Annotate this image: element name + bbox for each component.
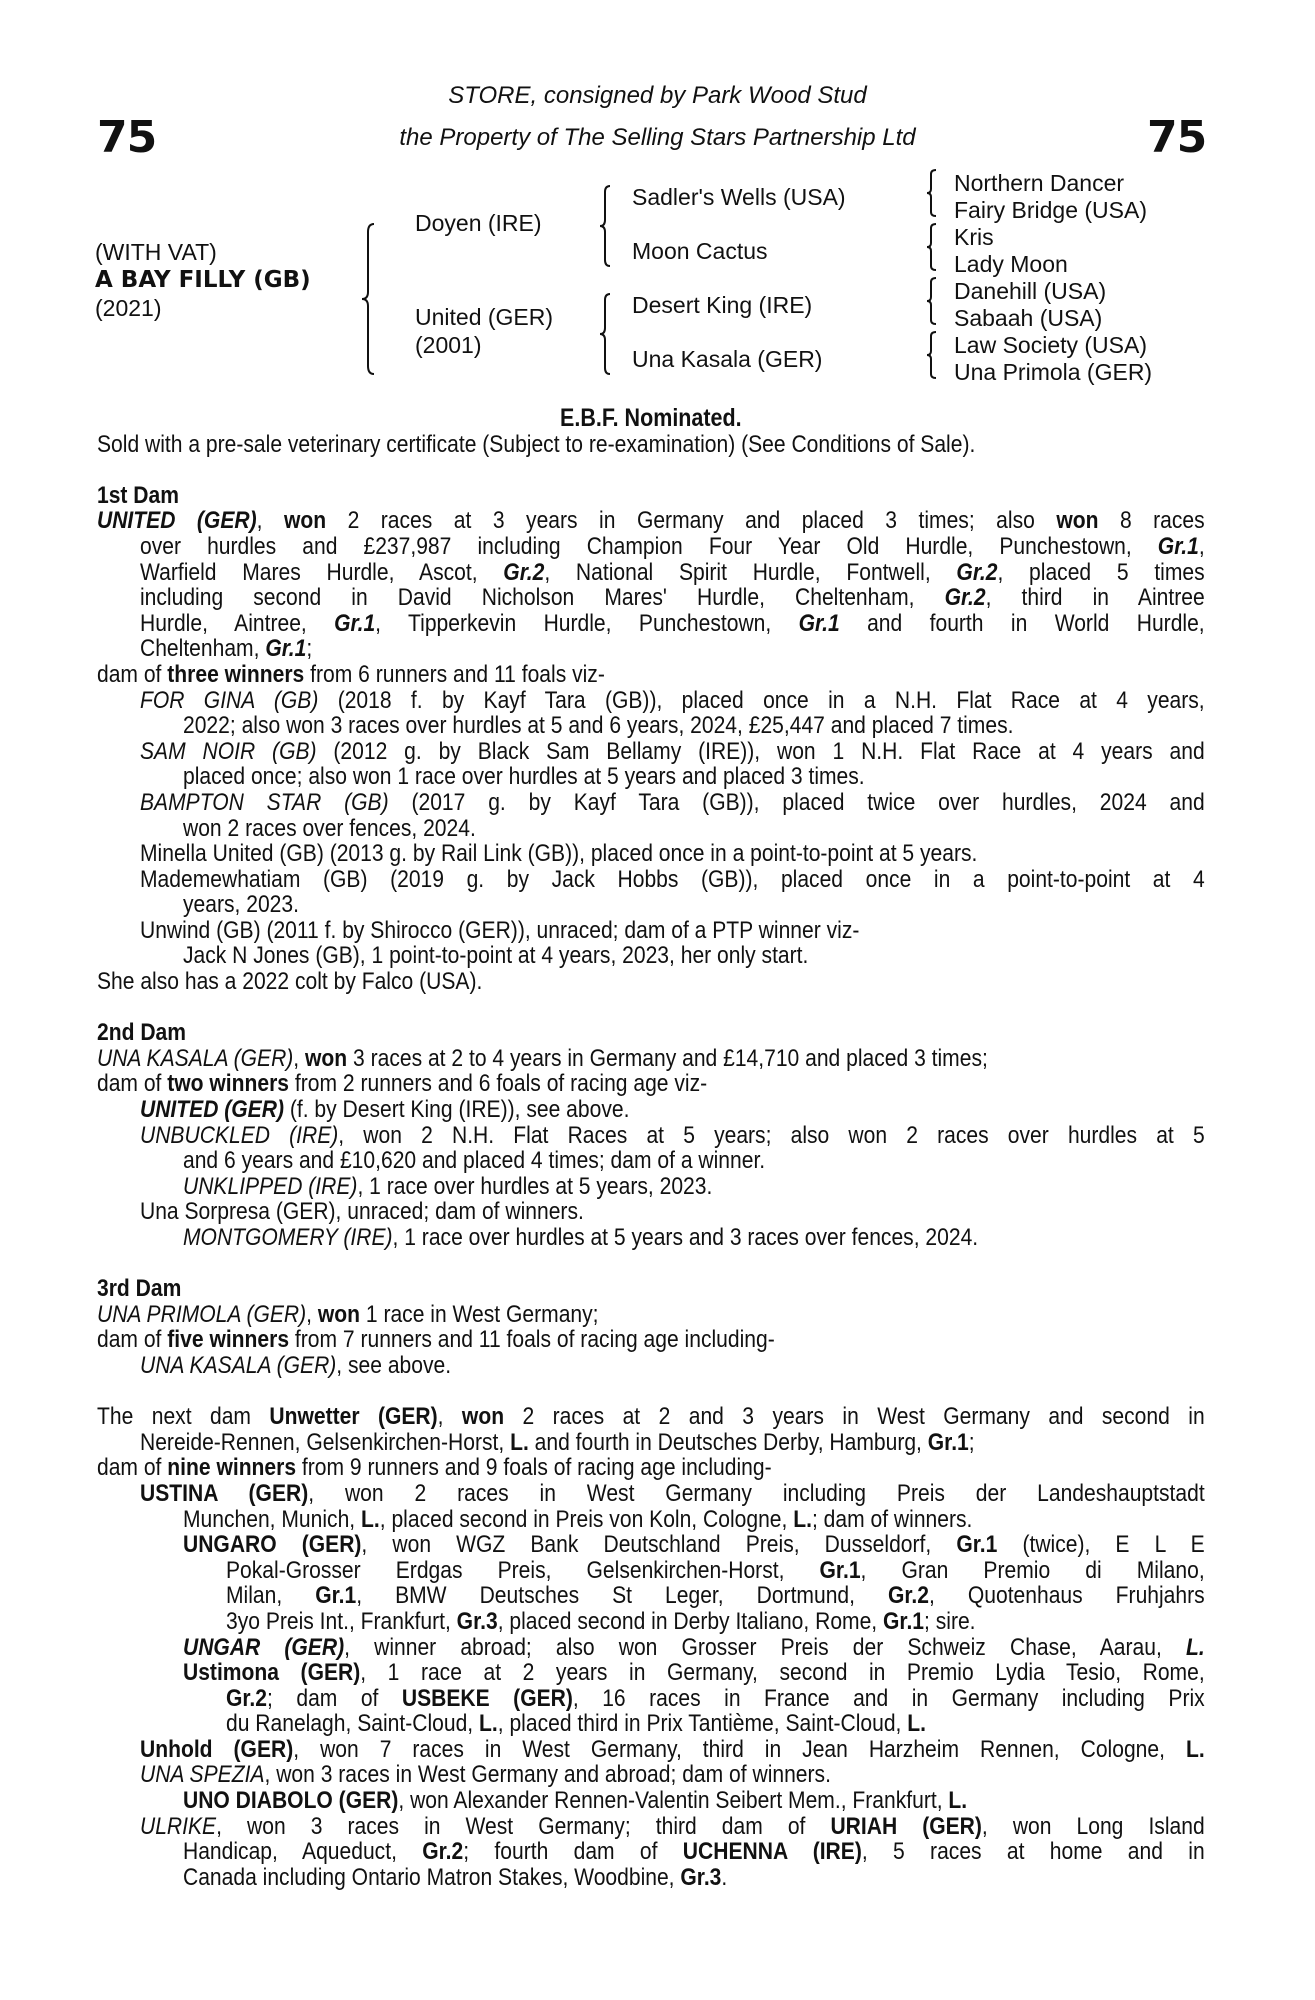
- text: dam of: [97, 1454, 168, 1482]
- pedigree-gen2-4: Una Kasala (GER): [632, 346, 823, 372]
- dam-name: UNA PRIMOLA (GER): [97, 1300, 307, 1328]
- grade: L.: [948, 1787, 968, 1815]
- text: and fourth in World Hurdle,: [839, 609, 1205, 637]
- text: from 6 runners and 11 foals viz-: [304, 660, 605, 688]
- text: 1 race in West Germany;: [360, 1300, 599, 1328]
- dam-name: UNITED (GER): [97, 507, 257, 535]
- produce-line: [97, 1609, 1205, 1635]
- text: dam of: [97, 1326, 168, 1354]
- grade: Gr.2: [503, 558, 545, 586]
- text: ; sire.: [924, 1607, 976, 1635]
- text: , Tipperkevin Hurdle, Punchestown,: [375, 609, 799, 637]
- text: , 16 races in France and in Germany including Prix: [572, 1684, 1205, 1712]
- horse-name: UNO DIABOLO (GER): [183, 1787, 399, 1815]
- pedigree-brace-g3-4: [926, 330, 940, 380]
- property-line: the Property of The Selling Stars Partnership Ltd: [399, 124, 916, 151]
- produce-line: Mademewhatiam (GB) (2019 g. by Jack Hobbs (GB)), placed once in a point-to-point at 4: [140, 865, 1205, 893]
- produce-line: 2022; also won 3 races over hurdles at 5 and 6 years, 2024, £25,447 and placed 7 times.: [183, 712, 1014, 740]
- grade: L.: [510, 1428, 529, 1456]
- grade: L.: [361, 1505, 380, 1533]
- text: ; fourth dam of: [463, 1838, 683, 1866]
- produce-line: [97, 790, 1205, 816]
- text: 3yo Preis Int., Frankfurt,: [226, 1607, 457, 1635]
- dam-name: UNA KASALA (GER): [97, 1044, 294, 1072]
- produce-line: [97, 1635, 1205, 1661]
- text: 2 races at 3 years in Germany and placed 3 times; also: [326, 507, 1057, 535]
- third-dam-line: [97, 1302, 1205, 1328]
- pedigree-brace-main: [360, 222, 380, 376]
- produce-line: [97, 1660, 1205, 1686]
- text: (2017 g. by Kayf Tara (GB)), placed twice over hurdles, 2024 and: [388, 788, 1205, 816]
- produce-line: placed once; also won 1 race over hurdles at 5 years and placed 3 times.: [183, 763, 865, 791]
- pedigree-brace-sire: [598, 184, 616, 268]
- produce-line: [97, 688, 1205, 714]
- text: , won 3 races in West Germany; third dam of: [216, 1812, 831, 1840]
- text: Nereide-Rennen, Gelsenkirchen-Horst,: [140, 1428, 511, 1456]
- text: (twice), E L E: [997, 1531, 1205, 1559]
- produce-line: [97, 1865, 1205, 1891]
- text: from 7 runners and 11 foals of racing age including-: [289, 1326, 775, 1354]
- second-dam-heading: 2nd Dam: [97, 1019, 186, 1047]
- produce-line: Jack N Jones (GB), 1 point-to-point at 4 years, 2023, her only start.: [183, 942, 809, 970]
- produce-line: [97, 1583, 1205, 1609]
- horse-name: BAMPTON STAR (GB): [140, 788, 389, 816]
- produce-line: [97, 1353, 1205, 1379]
- text: , won 7 races in West Germany, third in Jean Harzheim Rennen, Cologne,: [293, 1735, 1186, 1763]
- horse-name: FOR GINA (GB): [140, 686, 319, 714]
- produce-line: and 6 years and £10,620 and placed 4 times; dam of a winner.: [183, 1147, 766, 1175]
- text: ;: [306, 635, 313, 663]
- grade: Gr.2: [226, 1684, 268, 1712]
- text: Milan,: [226, 1582, 316, 1610]
- pedigree-gen3-5: Danehill (USA): [954, 278, 1107, 304]
- catalogue-body: [97, 406, 1205, 1890]
- consignor-line: STORE, consigned by Park Wood Stud: [448, 82, 867, 109]
- text: , winner abroad; also won Grosser Preis der Schweiz Chase, Aarau,: [344, 1633, 1186, 1661]
- text: du Ranelagh, Saint-Cloud,: [226, 1710, 480, 1738]
- text: (f. by Desert King (IRE)), see above.: [283, 1096, 630, 1124]
- horse-name: URIAH (GER): [830, 1812, 982, 1840]
- horse-name: USBEKE (GER): [401, 1684, 573, 1712]
- text: Hurdle, Aintree,: [140, 609, 335, 637]
- third-dam-heading: 3rd Dam: [97, 1275, 182, 1303]
- next-dam-line: [97, 1404, 1205, 1430]
- produce-line: years, 2023.: [183, 891, 299, 919]
- text: won: [283, 507, 327, 535]
- grade: Gr.1: [956, 1531, 998, 1559]
- pedigree-brace-g3-3: [926, 276, 940, 326]
- grade: Gr.1: [334, 609, 376, 637]
- produce-line: [97, 1737, 1205, 1763]
- grade: L.: [907, 1710, 926, 1738]
- pedigree-sire: Doyen (IRE): [415, 210, 542, 236]
- grade: Gr.1: [798, 609, 840, 637]
- text: Warfield Mares Hurdle, Ascot,: [140, 558, 504, 586]
- vat-note: (WITH VAT): [95, 239, 217, 265]
- produce-line: [97, 1123, 1205, 1149]
- horse-name: UNGAR (GER): [183, 1633, 345, 1661]
- grade: Gr.3: [456, 1607, 498, 1635]
- text: ,: [256, 507, 284, 535]
- text: , see above.: [336, 1351, 452, 1379]
- produce-line: She also has a 2022 colt by Falco (USA).: [97, 968, 483, 996]
- text: won: [317, 1300, 361, 1328]
- produce-line: [97, 739, 1205, 765]
- text: 3 races at 2 to 4 years in Germany and £14,710 and placed 3 times;: [347, 1044, 988, 1072]
- text: ;: [968, 1428, 975, 1456]
- text: , National Spirit Hurdle, Fontwell,: [544, 558, 957, 586]
- produce-line: Minella United (GB) (2013 g. by Rail Link (GB)), placed once in a point-to-point at 5 years.: [140, 840, 978, 868]
- text: , BMW Deutsches St Leger, Dortmund,: [356, 1582, 888, 1610]
- horse-name: UNITED (GER): [140, 1096, 284, 1124]
- first-dam-line: [97, 636, 1205, 662]
- pedigree-brace-g3-1: [926, 168, 940, 218]
- text: , placed 5 times: [997, 558, 1205, 586]
- produce-line: [97, 1711, 1205, 1737]
- text: 8 races: [1098, 507, 1205, 535]
- text: , won 2 races in West Germany including Preis der Landeshauptstadt: [308, 1479, 1205, 1507]
- produce-line: [97, 1225, 1205, 1251]
- text: Munchen, Munich,: [183, 1505, 362, 1533]
- text: , placed second in Derby Italiano, Rome,: [497, 1607, 884, 1635]
- text: ,: [437, 1403, 462, 1431]
- text: , won WGZ Bank Deutschland Preis, Dusseldorf,: [361, 1531, 957, 1559]
- text: , 1 race over hurdles at 5 years, 2023.: [357, 1172, 713, 1200]
- text: two winners: [167, 1070, 290, 1098]
- horse-year: (2021): [95, 295, 162, 321]
- text: and fourth in Deutsches Derby, Hamburg,: [528, 1428, 928, 1456]
- horse-identity: [95, 238, 311, 322]
- produce-line: [97, 1839, 1205, 1865]
- text: three winners: [167, 660, 305, 688]
- text: , placed second in Preis von Koln, Cologne,: [379, 1505, 794, 1533]
- text: Pokal-Grosser Erdgas Preis, Gelsenkirchen-Horst,: [226, 1556, 820, 1584]
- produce-line: [97, 1481, 1205, 1507]
- text: won: [461, 1403, 505, 1431]
- text: nine winners: [167, 1454, 297, 1482]
- produce-line: [97, 1174, 1205, 1200]
- text: (2012 g. by Black Sam Bellamy (IRE)), won 1 N.H. Flat Race at 4 years and: [316, 737, 1205, 765]
- text: 2 races at 2 and 3 years in West Germany and second in: [504, 1403, 1205, 1431]
- text: five winners: [167, 1326, 290, 1354]
- first-dam-line: [97, 534, 1205, 560]
- text: from 9 runners and 9 foals of racing age including-: [296, 1454, 772, 1482]
- grade: Gr.3: [680, 1863, 722, 1891]
- produce-line: [97, 1762, 1205, 1788]
- grade: Gr.2: [956, 558, 998, 586]
- text: Handicap, Aqueduct,: [183, 1838, 423, 1866]
- horse-name: UNA SPEZIA: [140, 1761, 265, 1789]
- grade: Gr.1: [265, 635, 307, 663]
- second-dam-line: [97, 1071, 1205, 1097]
- first-dam-line: [97, 560, 1205, 586]
- pedigree-gen2-2: Moon Cactus: [632, 238, 768, 264]
- text: from 2 runners and 6 foals of racing age viz-: [289, 1070, 708, 1098]
- pedigree-gen3-8: Una Primola (GER): [954, 359, 1153, 385]
- first-dam-produce-summary: [97, 662, 1205, 688]
- first-dam-line: [97, 585, 1205, 611]
- text: , third in Aintree: [985, 584, 1205, 612]
- text: dam of: [97, 1070, 168, 1098]
- horse-name: A BAY FILLY (GB): [95, 267, 311, 293]
- pedigree-brace-g3-2: [926, 222, 940, 272]
- vet-certificate-note: Sold with a pre-sale veterinary certificate (Subject to re-examination) (See Conditions of Sale).: [97, 430, 976, 458]
- next-dam-line: [97, 1430, 1205, 1456]
- produce-line: [97, 1097, 1205, 1123]
- text: , won 3 races in West Germany and abroad; dam of winners.: [264, 1761, 831, 1789]
- horse-name: MONTGOMERY (IRE): [183, 1224, 393, 1251]
- text: , 1 race over hurdles at 5 years and 3 races over fences, 2024.: [392, 1224, 979, 1251]
- text: , won Long Island: [981, 1812, 1205, 1840]
- text: , 5 races at home and in: [861, 1838, 1205, 1866]
- produce-line: won 2 races over fences, 2024.: [183, 814, 476, 842]
- pedigree-gen3-6: Sabaah (USA): [954, 305, 1103, 331]
- grade: L.: [479, 1710, 498, 1738]
- pedigree-dam: United (GER): [415, 304, 554, 330]
- text: over hurdles and £237,987 including Champion Four Year Old Hurdle, Punchestown,: [140, 532, 1158, 560]
- produce-line: Una Sorpresa (GER), unraced; dam of winners.: [140, 1198, 584, 1226]
- horse-name: SAM NOIR (GB): [140, 737, 317, 765]
- text: ; dam of: [267, 1684, 402, 1712]
- horse-name: UCHENNA (IRE): [682, 1838, 862, 1866]
- ebf-nominated: E.B.F. Nominated.: [560, 404, 742, 432]
- text: , Gran Premio di Milano,: [860, 1556, 1205, 1584]
- text: , 1 race at 2 years in Germany, second in Premio Lydia Tesio, Rome,: [360, 1659, 1205, 1687]
- produce-line: [97, 1814, 1205, 1840]
- third-dam-line: [97, 1327, 1205, 1353]
- pedigree-gen3-2: Fairy Bridge (USA): [954, 197, 1147, 223]
- text: , placed third in Prix Tantième, Saint-Cloud,: [497, 1710, 908, 1738]
- pedigree-gen3-1: Northern Dancer: [954, 170, 1125, 196]
- text: Cheltenham,: [140, 635, 266, 663]
- grade: L.: [1185, 1735, 1205, 1763]
- grade: Gr.2: [422, 1838, 464, 1866]
- grade: Gr.1: [315, 1582, 357, 1610]
- pedigree-gen3-7: Law Society (USA): [954, 332, 1148, 358]
- horse-name: UNKLIPPED (IRE): [183, 1172, 358, 1200]
- text: , won 2 N.H. Flat Races at 5 years; also won 2 races over hurdles at 5: [338, 1121, 1205, 1149]
- grade: L.: [793, 1505, 812, 1533]
- second-dam-line: [97, 1046, 1205, 1072]
- lot-number-right: 75: [1147, 112, 1207, 163]
- horse-name: UNGARO (GER): [183, 1531, 362, 1559]
- produce-line: Unwind (GB) (2011 f. by Shirocco (GER)), unraced; dam of a PTP winner viz-: [140, 916, 860, 944]
- text: (2018 f. by Kayf Tara (GB)), placed once in a N.H. Flat Race at 4 years,: [318, 686, 1205, 714]
- grade: Gr.1: [819, 1556, 861, 1584]
- grade: Gr.1: [927, 1428, 969, 1456]
- text: dam of: [97, 660, 168, 688]
- text: .: [721, 1863, 728, 1891]
- produce-line: [97, 1686, 1205, 1712]
- horse-name: UNA KASALA (GER): [140, 1351, 337, 1379]
- grade: Gr.2: [887, 1582, 930, 1610]
- produce-line: [97, 1532, 1205, 1558]
- lot-number-left: 75: [97, 112, 157, 163]
- text: ,: [1198, 532, 1205, 560]
- dam-name: Unwetter (GER): [269, 1403, 438, 1431]
- pedigree-gen3-4: Lady Moon: [954, 251, 1068, 277]
- text: won: [1056, 507, 1099, 535]
- grade: Gr.2: [944, 584, 986, 612]
- produce-line: [97, 1507, 1205, 1533]
- first-dam-line: [97, 508, 1205, 534]
- horse-name: UNBUCKLED (IRE): [140, 1121, 339, 1149]
- text: Canada including Ontario Matron Stakes, Woodbine,: [183, 1863, 681, 1891]
- first-dam-line: [97, 611, 1205, 637]
- text: , won Alexander Rennen-Valentin Seibert Mem., Frankfurt,: [398, 1787, 949, 1815]
- produce-line: [97, 1788, 1205, 1814]
- horse-name: ULRIKE: [140, 1812, 217, 1840]
- text: The next dam: [97, 1403, 270, 1431]
- first-dam-heading: 1st Dam: [97, 481, 179, 509]
- horse-name: Ustimona (GER): [183, 1659, 361, 1687]
- pedigree-gen2-3: Desert King (IRE): [632, 292, 813, 318]
- text: ,: [293, 1044, 306, 1072]
- horse-name: USTINA (GER): [140, 1479, 309, 1507]
- horse-name: Unhold (GER): [140, 1735, 294, 1763]
- pedigree-dam-year: (2001): [415, 332, 482, 358]
- pedigree-gen3-3: Kris: [954, 224, 994, 250]
- grade: Gr.1: [883, 1607, 925, 1635]
- text: , Quotenhaus Fruhjahrs: [929, 1582, 1205, 1610]
- pedigree-gen2-1: Sadler's Wells (USA): [632, 184, 846, 210]
- pedigree-brace-dam: [598, 292, 616, 376]
- grade: Gr.1: [1157, 532, 1199, 560]
- text: ,: [306, 1300, 318, 1328]
- text: including second in David Nicholson Mares' Hurdle, Cheltenham,: [140, 584, 945, 612]
- text: ; dam of winners.: [811, 1505, 973, 1533]
- grade: L.: [1185, 1633, 1205, 1661]
- text: won: [305, 1044, 348, 1072]
- next-dam-line: [97, 1455, 1205, 1481]
- produce-line: [97, 1558, 1205, 1584]
